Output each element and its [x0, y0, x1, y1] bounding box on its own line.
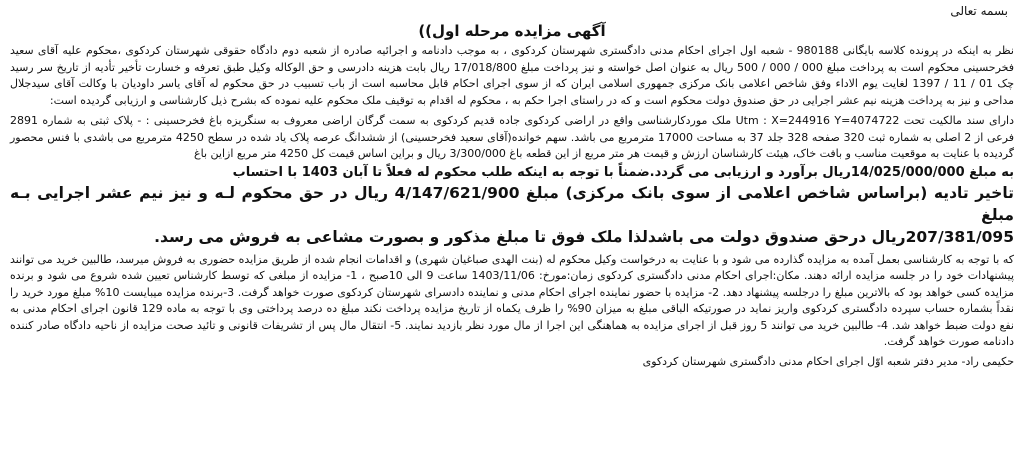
valuation-emphasis-line-1: به مبلغ 14/025/000/000ریال برآورد و ارزیابی می گردد.ضمناً با توجه به اینکه طلب محکوم له فعلاً تا آبان 1403 با احتساب [232, 164, 1014, 180]
valuation-emphasis-line-2: تاخیر تادیه (براساس شاخص اعلامی از سوی بانک مرکزی) مبلغ 4/147/621/900 ریال در حق محکوم لـه و نیز نیم عشر اجرایی بـه مبلغ [10, 183, 1014, 224]
property-description-paragraph: دارای سند مالکیت تحت Utm : X=244916 Y=4074722 ملک موردکارشناسی واقع در اراضی کردکوی جاده قدیم کردکوی به سمت گرگان اراضی معروف به سنگریزه باغ فخرحسینی : - پلاک ثبتی به شماره 2891 فرعی از 2 اصلی به شماره ثبت 320 صفحه 328 جلد 37 به مساحت 17000 مترمربع می باشد. سهم خوانده(آقای سعید فخرحسینی) از ششدانگ عرصه پلاک یاد شده در سطح 4250 مترمربع می باشدی با فنس محصور گردیده با عنایت به موقعیت مناسب و بافت خاک، هیئت کارشناسان ارزش و قیمت هر متر مربع از این قطعه باغ 3/300/000 ریال و براین اساس قیمت کل 4250 متر مربع ازاین باغ [10, 114, 1015, 160]
case-details-paragraph: نظر به اینکه در پرونده کلاسه بایگانی 980188 - شعبه اول اجرای احکام مدنی دادگستری شهرستان کردکوی ، به موجب دادنامه و اجرائیه صادره از شعبه دوم دادگاه حقوقی شهرستان کردکوی ،محکوم علیه آقای سعید فخرحسینی محکوم است به پرداخت مبلغ 000 / 000 / 500 ریال به عنوان اصل خواسته و نیز پرداخت مبلغ 17/018/800 ریال بابت هزینه دادرسی و حق الوکاله وکیل طبق تعرفه و خسارت تأخیر تأدیه از تاریخ سر رسید چک 01 / 11 / 1397 لغایت یوم الاداء وفق شاخص اعلامی بانک مرکزی جمهوری اسلامی ایران که از سوی اجرای احکام قابل محاسبه است از باب تسبیب در حق محکوم له آقای یاسر داودیان با وکالت آقای سیدجلال مداحی و نیز به پرداخت هزینه نیم عشر اجرایی در حق صندوق دولت محکوم است و که در راستای اجرا حکم به ، محکوم له اقدام به توقیف ملک محکوم علیه نموده که بشرح ذیل کارشناسی و ارزیابی گردیده است: [10, 44, 1015, 107]
signature-line: حکیمی راد- مدیر دفتر شعبه اوّل اجرای احکام مدنی دادگستری شهرستان کردکوی [642, 354, 1014, 368]
basmala-heading: بسمه تعالی [950, 4, 1008, 18]
auction-terms-paragraph: که با توجه به کارشناسی بعمل آمده به مزایده گذارده می شود و با عنایت به درخواست وکیل محکوم له (بنت الهدی صباغیان شهری) و اقدامات انجام شده از طریق مزایده حضوری به فروش میرسد، طالبین خرید می توانند پیشنهادات خود را در جلسه مزایده ارائه دهند. مکان:اجرای احکام مدنی دادگستری کردکوی زمان:مورخ: 1403/11/06 ساعت 9 الی 10صبح ، 1- مزایده از مبلغی که توسط کارشناس تعیین شده شروع می شود و برنده مزایده کسی خواهد بود که بالاترین مبلغ را درجلسه پیشنهاد دهد. 2- مزایده با حضور نماینده اجرای احکام مدنی و نماینده دادسرای شهرستان کردکوی صورت خواهد گرفت. 3-برنده مزایده میبایست 10% مبلغ مورد خرید را نقداً بشماره حساب سپرده دادگستری کردکوی واریز نماید در صورتیکه الباقی مبلغ به میزان 90% را ظرف یکماه از تاریخ مزایده پرداخت نکند مبلغ ده درصد پرداختی وی با توجه به ماده 129 قانون اجرای احکام مدنی به نفع دولت ضبط خواهد شد. 4- طالبین خرید می توانند 5 روز قبل از اجرای مزایده به هماهنگی این اجرا از مال مورد نظر بازدید نمایند. 5- انتقال مال پس از تشریفات قانونی و تائید صحت مزایده از ناحیه دادگاه صادر کننده دادنامه صورت خواهد گرفت. [10, 252, 1014, 348]
valuation-emphasis-line-3: 207/381/095ریال درحق صندوق دولت می باشدلذا ملک فوق تا مبلغ مذکور و بصورت مشاعی به فروش می رسد. [154, 227, 1014, 246]
notice-title: آگهی مزایده مرحله اول)) [418, 22, 606, 40]
